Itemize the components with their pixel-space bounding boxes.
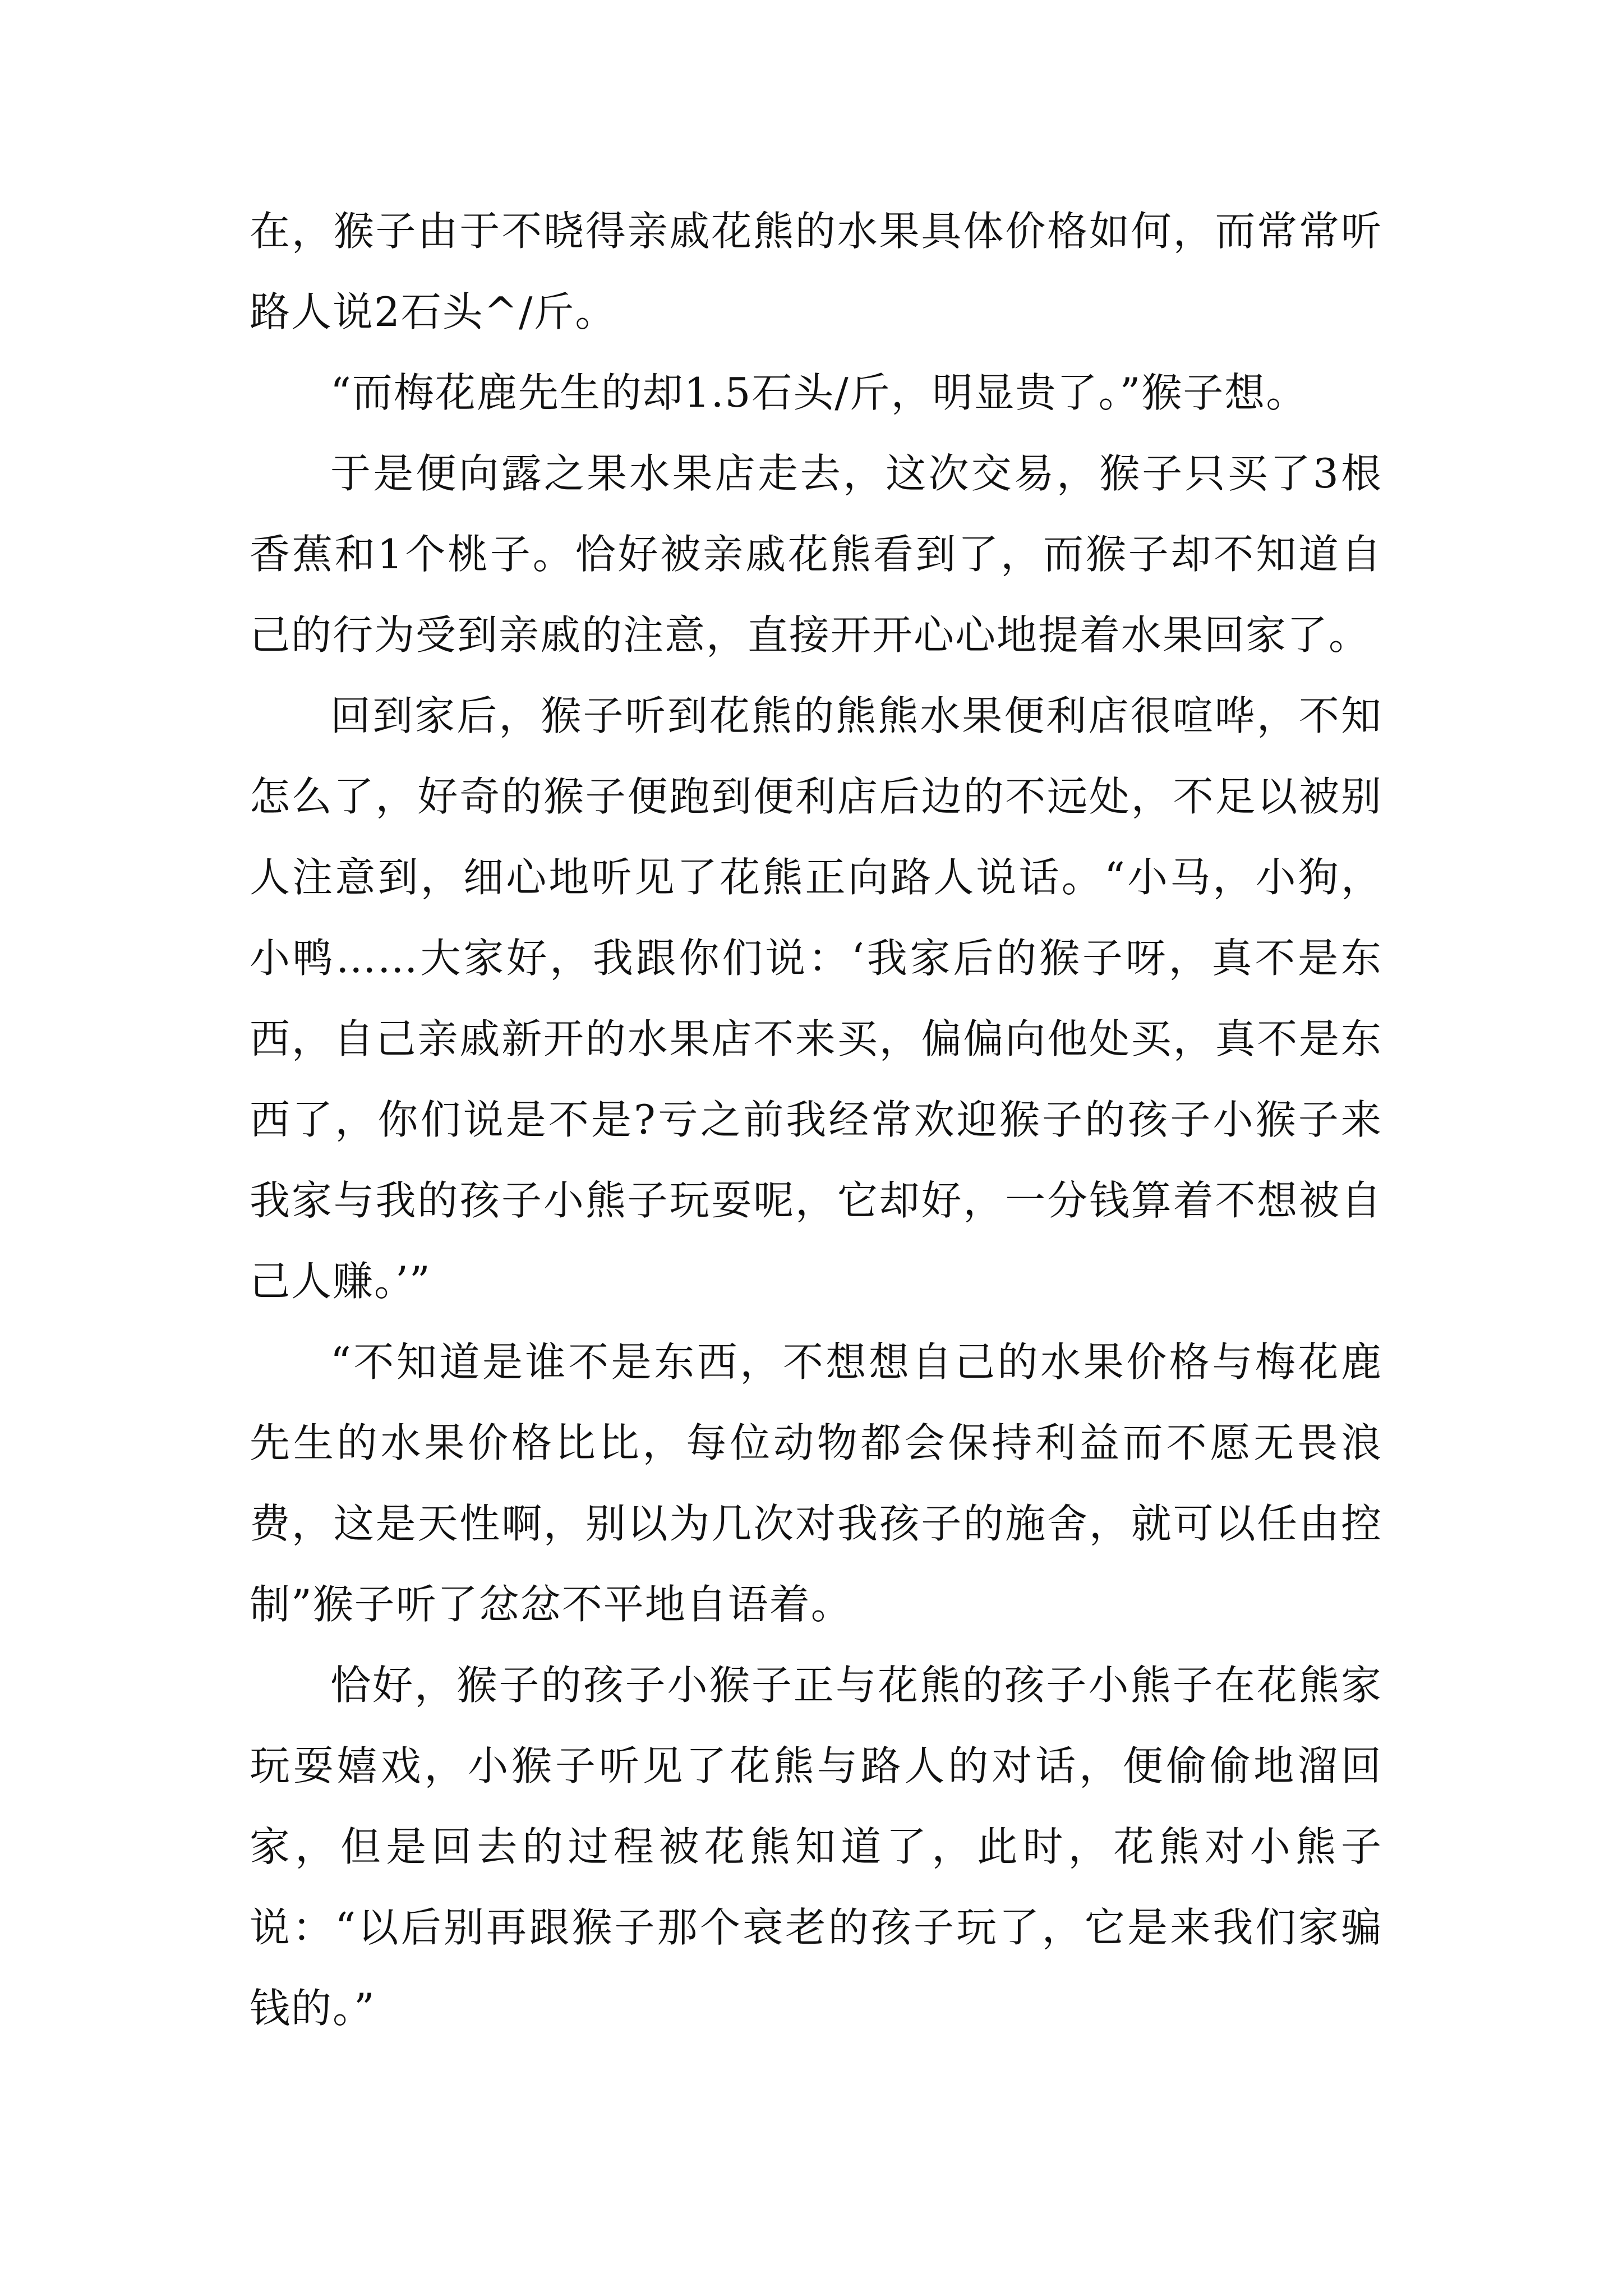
- body-text: [250, 191, 1382, 2049]
- paragraph-2: “而梅花鹿先生的却1.5石头/斤，明显贵了。”猴子想。: [330, 369, 1308, 416]
- paragraph-3: 于是便向露之果水果店走去，这次交易，猴子只买了3根香蕉和1个桃子。恰好被亲戚花熊看到了，而猴子却不知道自己的行为受到亲戚的注意，直接开开心心地提着水果回家了。: [250, 450, 1382, 659]
- paragraph-5: “不知道是谁不是东西，不想想自己的水果价格与梅花鹿先生的水果价格比比，每位动物都会保持利益而不愿无畏浪费，这是天性啊，别以为几次对我孩子的施舍，就可以任由控制”猴子听了忿忿不平地自语着。: [250, 1338, 1382, 1628]
- paragraph-4: 回到家后，猴子听到花熊的熊熊水果便利店很喧哗，不知怎么了，好奇的猴子便跑到便利店后边的不远处，不足以被别人注意到，细心地听见了花熊正向路人说话。“小马，小狗，小鸭……大家好，我跟你们说：‘我家后的猴子呀，真不是东西，自己亲戚新开的水果店不来买，偏偏向他处买，真不是东西了，你们说是不是?亏之前我经常欢迎猴子的孩子小猴子来我家与我的孩子小熊子玩耍呢，它却好，一分钱算着不想被自己人赚。’”: [250, 692, 1382, 1305]
- paragraph-1: 在，猴子由于不晓得亲戚花熊的水果具体价格如何，而常常听路人说2石头^/斤。: [250, 208, 1382, 335]
- paragraph-6: 恰好，猴子的孩子小猴子正与花熊的孩子小熊子在花熊家玩耍嬉戏，小猴子听见了花熊与路人的对话，便偷偷地溜回家，但是回去的过程被花熊知道了，此时，花熊对小熊子说：“以后别再跟猴子那个衰老的孩子玩了，它是来我们家骗钱的。”: [250, 1662, 1382, 2032]
